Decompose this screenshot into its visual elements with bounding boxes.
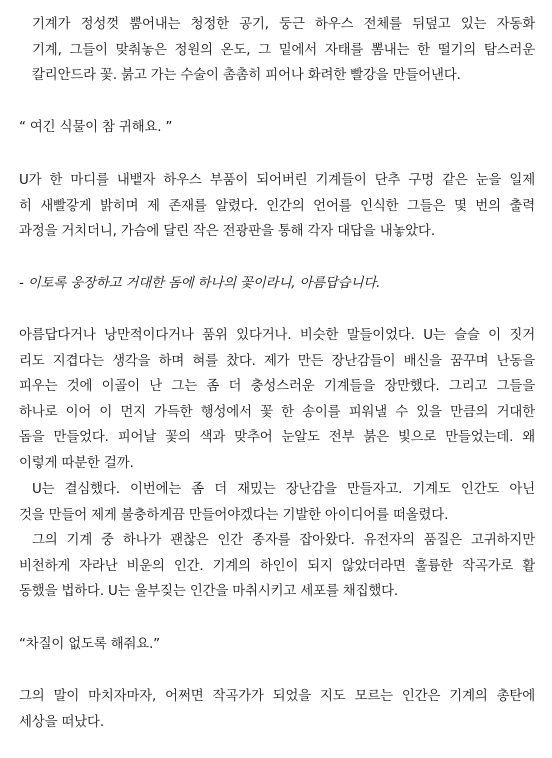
paragraph-7-line-2: 비천하게 자라난 비운의 인간. 기계의 하인이 되지 않았더라면 훌륭한 작곡가로 활: [19, 558, 535, 574]
paragraph-5: [19, 323, 535, 477]
paragraph-7: [19, 528, 535, 605]
dialogue-quote-2-text: “차질이 없도록 해줘요.”: [19, 637, 160, 652]
paragraph-7-line-3: 동했을 법하다. U는 울부짖는 인간을 마취시키고 세포를 채집했다.: [19, 584, 399, 600]
dialogue-quote-2: [19, 632, 535, 658]
dialogue-quote-1-text: “ 여긴 식물이 참 귀해요. ”: [19, 120, 173, 135]
paragraph-9-line-2: 세상을 떠났다.: [19, 714, 104, 730]
paragraph-1-line-1: 기계가 정성껏 뿜어내는 청정한 공기, 둥근 하우스 전체를 뒤덮고 있는 자동화: [32, 17, 535, 32]
paragraph-6-line-2: 것을 만들어 제게 불충하게끔 만들어야겠다는 기발한 아이디어를 떠올렸다.: [19, 507, 449, 523]
machine-response-text: - 이토록 웅장하고 거대한 돔에 하나의 꽃이라니, 아름답습니다.: [19, 276, 381, 291]
paragraph-5-line-2: 리도 지겹다는 생각을 하며 혀를 찼다. 제가 만든 장난감들이 배신을 꿈꾸며 난동을: [19, 353, 535, 369]
paragraph-6-line-1: U는 결심했다. 이번에는 좀 더 재밌는 장난감을 만들자고. 기계도 인간도 아닌: [32, 482, 535, 497]
paragraph-5-line-4: 하나로 이어 이 먼지 가득한 행성에서 꽃 한 송이를 피워낼 수 있을 만큼의 거대한: [19, 404, 535, 420]
paragraph-5-line-3: 피우는 것에 이골이 난 그는 좀 더 충성스러운 기계들을 장만했다. 그리고 그들을: [19, 379, 535, 395]
paragraph-7-line-1: 그의 기계 중 하나가 괜찮은 인간 종자를 잡아왔다. 유전자의 품질은 고귀하지만: [32, 533, 535, 548]
paragraph-3: [19, 168, 535, 245]
dialogue-quote-1: [19, 115, 535, 141]
paragraph-9: [19, 684, 535, 735]
paragraph-6: [19, 477, 535, 528]
paragraph-3-line-2: 히 새빨갛게 밝히며 제 존재를 알렸다. 인간의 언어를 인식한 그들은 몇 번의 출력: [19, 198, 535, 214]
paragraph-9-line-1: 그의 말이 마치자마자, 어쩌면 작곡가가 되었을 지도 모르는 인간은 기계의 총탄에: [19, 689, 535, 704]
paragraph-5-line-1: 아름답다거나 낭만적이다거나 품위 있다거나. 비슷한 말들이었다. U는 슬슬 이 짓거: [19, 328, 535, 343]
paragraph-1-line-2: 기계, 그들이 맞춰놓은 정원의 온도, 그 밑에서 자태를 뽐내는 한 떨기의 탐스러운: [32, 42, 535, 58]
paragraph-1-line-3: 칼리안드라 꽃. 붉고 가는 수술이 촘촘히 피어나 화려한 빨강을 만들어낸다.: [32, 68, 461, 84]
paragraph-1: [19, 12, 535, 89]
machine-response: [19, 271, 535, 297]
paragraph-5-line-6: 이렇게 따분한 걸까.: [19, 455, 134, 471]
paragraph-3-line-3: 과정을 거치더니, 가슴에 달린 작은 전광판을 통해 각자 대답을 내놓았다.: [19, 224, 435, 240]
paragraph-5-line-5: 돔을 만들었다. 피어날 꽃의 색과 맞추어 눈알도 전부 붉은 빛으로 만들었는데. 왜: [19, 430, 535, 446]
paragraph-3-line-1: U가 한 마디를 내뱉자 하우스 부품이 되어버린 기계들이 단추 구멍 같은 눈을 일제: [19, 173, 535, 188]
